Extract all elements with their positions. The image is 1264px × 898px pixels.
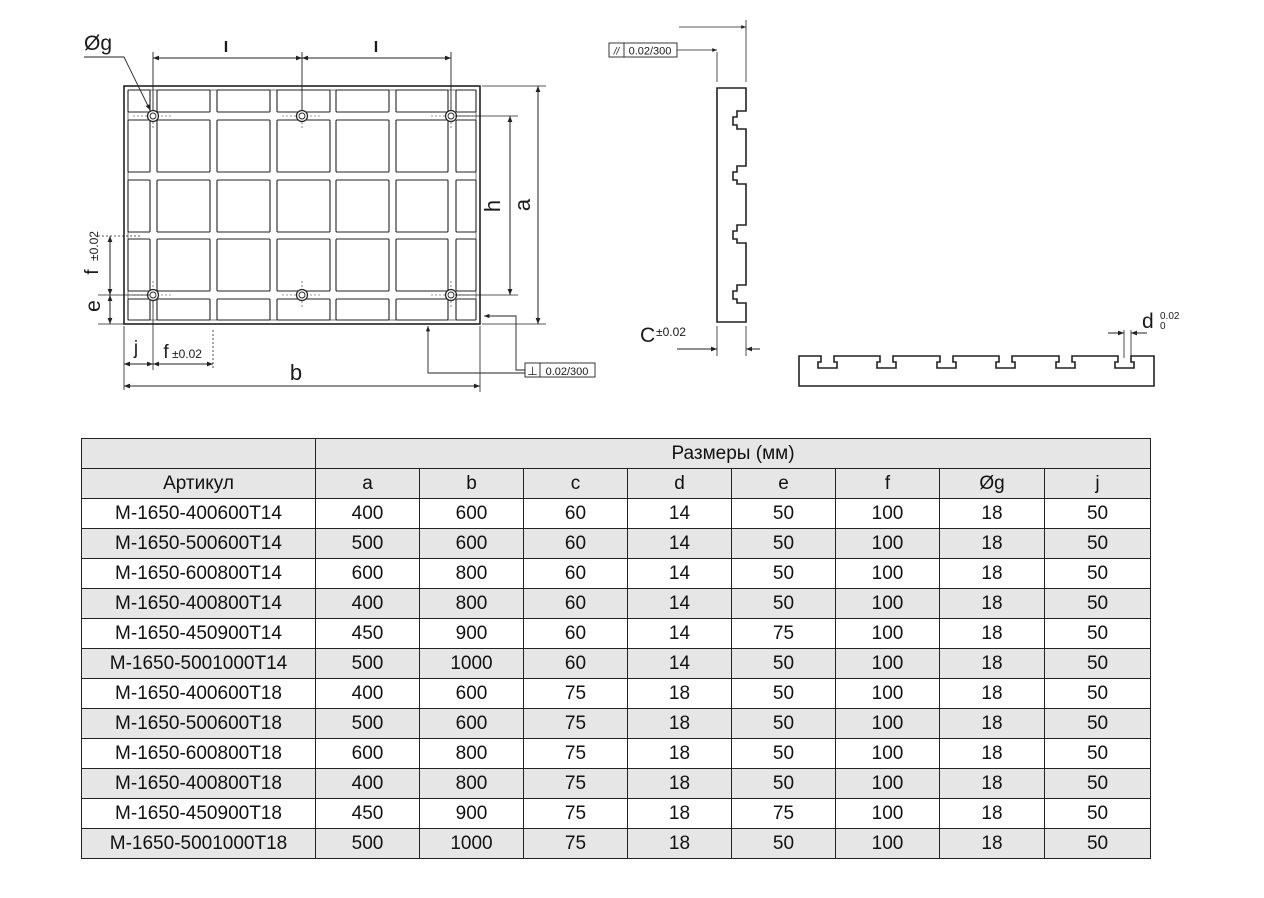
cell-c: 60 xyxy=(524,529,628,559)
cell-e: 50 xyxy=(732,679,836,709)
cell-c: 75 xyxy=(524,739,628,769)
pocket xyxy=(456,299,476,320)
cell-e: 50 xyxy=(732,499,836,529)
cell-d: 18 xyxy=(628,829,732,859)
cell-b: 600 xyxy=(420,499,524,529)
pocket xyxy=(456,120,476,172)
cell-f: 100 xyxy=(836,559,940,589)
cell-a: 450 xyxy=(316,799,420,829)
pocket xyxy=(336,120,389,172)
cell-j: 50 xyxy=(1045,829,1151,859)
parallel-tolerance: 0.02/300 xyxy=(628,45,672,58)
tol-d-upper: 0.02 xyxy=(1160,311,1180,322)
cell-b: 800 xyxy=(420,559,524,589)
cell-j: 50 xyxy=(1045,529,1151,559)
cell-a: 400 xyxy=(316,679,420,709)
bottom-plate-outline xyxy=(799,356,1154,386)
cell-e: 75 xyxy=(732,619,836,649)
cell-a: 500 xyxy=(316,829,420,859)
cell-a: 400 xyxy=(316,589,420,619)
cell-article: M-1650-600800T14 xyxy=(82,559,316,589)
cell-g: 18 xyxy=(940,649,1045,679)
label-j: j xyxy=(133,338,139,359)
cell-d: 14 xyxy=(628,529,732,559)
cell-d: 18 xyxy=(628,709,732,739)
cell-j: 50 xyxy=(1045,649,1151,679)
table-row xyxy=(82,799,1151,829)
technical-drawing xyxy=(0,0,1264,420)
cell-d: 14 xyxy=(628,619,732,649)
table-row xyxy=(82,709,1151,739)
pocket xyxy=(456,90,476,112)
cell-g: 18 xyxy=(940,529,1045,559)
front-view xyxy=(82,32,595,392)
pocket xyxy=(157,239,210,291)
parallel-symbol: // xyxy=(613,46,620,58)
table-row xyxy=(82,589,1151,619)
pocket xyxy=(456,180,476,232)
column-header-g: Øg xyxy=(940,469,1045,499)
cell-f: 100 xyxy=(836,829,940,859)
cell-article: M-1650-400600T14 xyxy=(82,499,316,529)
table-column-header-row xyxy=(82,469,1151,499)
perp-symbol: ⊥ xyxy=(527,364,538,378)
table-row xyxy=(82,739,1151,769)
cell-article: M-1650-500600T14 xyxy=(82,529,316,559)
column-header-j: j xyxy=(1045,469,1151,499)
pocket xyxy=(336,239,389,291)
cell-j: 50 xyxy=(1045,559,1151,589)
cell-article: M-1650-400800T18 xyxy=(82,769,316,799)
cell-e: 50 xyxy=(732,739,836,769)
cell-g: 18 xyxy=(940,709,1045,739)
cell-b: 600 xyxy=(420,679,524,709)
tol-c: ±0.02 xyxy=(656,325,686,339)
cell-g: 18 xyxy=(940,589,1045,619)
cell-d: 18 xyxy=(628,739,732,769)
pocket xyxy=(217,239,270,291)
cell-f: 100 xyxy=(836,769,940,799)
cell-j: 50 xyxy=(1045,499,1151,529)
column-header-e: e xyxy=(732,469,836,499)
cell-a: 500 xyxy=(316,649,420,679)
table-row xyxy=(82,679,1151,709)
cell-b: 800 xyxy=(420,769,524,799)
cell-a: 600 xyxy=(316,739,420,769)
pocket xyxy=(336,299,389,320)
cell-c: 75 xyxy=(524,709,628,739)
cell-article: M-1650-500600T18 xyxy=(82,709,316,739)
cell-a: 400 xyxy=(316,499,420,529)
cell-g: 18 xyxy=(940,559,1045,589)
cell-g: 18 xyxy=(940,499,1045,529)
cell-a: 500 xyxy=(316,709,420,739)
pocket xyxy=(128,90,150,112)
cell-j: 50 xyxy=(1045,619,1151,649)
cell-j: 50 xyxy=(1045,769,1151,799)
label-c: C xyxy=(640,324,656,347)
pocket xyxy=(157,299,210,320)
bottom-view xyxy=(799,310,1180,386)
cell-c: 75 xyxy=(524,799,628,829)
table-row xyxy=(82,769,1151,799)
cell-f: 100 xyxy=(836,529,940,559)
cell-j: 50 xyxy=(1045,799,1151,829)
pocket xyxy=(336,90,389,112)
label-h: h xyxy=(480,199,505,213)
table-row xyxy=(82,649,1151,679)
column-header-c: c xyxy=(524,469,628,499)
hole-leader-line xyxy=(84,57,150,110)
mounting-holes xyxy=(133,102,471,309)
label-d: d xyxy=(1142,310,1154,333)
cell-f: 100 xyxy=(836,709,940,739)
cell-a: 450 xyxy=(316,619,420,649)
cell-b: 800 xyxy=(420,739,524,769)
cell-e: 50 xyxy=(732,649,836,679)
pocket xyxy=(336,180,389,232)
column-header-article: Артикул xyxy=(82,469,316,499)
cell-b: 900 xyxy=(420,619,524,649)
cell-c: 60 xyxy=(524,499,628,529)
pocket xyxy=(128,239,150,291)
pocket xyxy=(277,90,330,112)
dimensions-table xyxy=(81,438,1151,859)
cell-article: M-1650-600800T18 xyxy=(82,739,316,769)
cell-a: 400 xyxy=(316,769,420,799)
pocket xyxy=(277,180,330,232)
pocket xyxy=(277,299,330,320)
cell-c: 75 xyxy=(524,829,628,859)
pocket xyxy=(217,180,270,232)
pocket xyxy=(396,90,448,112)
label-spacing-left: I xyxy=(223,39,229,56)
column-header-a: a xyxy=(316,469,420,499)
cell-f: 100 xyxy=(836,619,940,649)
cell-e: 75 xyxy=(732,799,836,829)
cell-article: M-1650-5001000T14 xyxy=(82,649,316,679)
label-spacing-right: I xyxy=(373,39,379,56)
cell-article: M-1650-400600T18 xyxy=(82,679,316,709)
pocket xyxy=(396,239,448,291)
pocket xyxy=(456,239,476,291)
cell-b: 600 xyxy=(420,529,524,559)
label-f-vertical: f xyxy=(82,269,103,275)
cell-b: 800 xyxy=(420,589,524,619)
cell-f: 100 xyxy=(836,679,940,709)
cell-d: 14 xyxy=(628,499,732,529)
mounting-hole xyxy=(282,281,322,309)
column-header-d: d xyxy=(628,469,732,499)
cell-article: M-1650-400800T14 xyxy=(82,589,316,619)
table-row xyxy=(82,829,1151,859)
cell-article: M-1650-5001000T18 xyxy=(82,829,316,859)
cell-e: 50 xyxy=(732,769,836,799)
cell-f: 100 xyxy=(836,799,940,829)
cell-e: 50 xyxy=(732,829,836,859)
cell-d: 14 xyxy=(628,589,732,619)
side-view xyxy=(609,20,760,356)
table-row xyxy=(82,529,1151,559)
cell-c: 60 xyxy=(524,559,628,589)
pocket xyxy=(157,90,210,112)
cell-b: 1000 xyxy=(420,829,524,859)
pocket xyxy=(157,180,210,232)
cell-j: 50 xyxy=(1045,739,1151,769)
label-e: e xyxy=(82,300,105,312)
pocket xyxy=(396,120,448,172)
pocket xyxy=(277,120,330,172)
tol-d-lower: 0 xyxy=(1160,321,1166,332)
cell-f: 100 xyxy=(836,739,940,769)
cell-j: 50 xyxy=(1045,709,1151,739)
pocket xyxy=(128,180,150,232)
pocket xyxy=(217,120,270,172)
cell-d: 18 xyxy=(628,679,732,709)
column-header-b: b xyxy=(420,469,524,499)
cell-b: 600 xyxy=(420,709,524,739)
pocket xyxy=(157,120,210,172)
cell-g: 18 xyxy=(940,679,1045,709)
cell-d: 18 xyxy=(628,769,732,799)
cell-article: M-1650-450900T18 xyxy=(82,799,316,829)
pocket xyxy=(396,299,448,320)
table-corner-cell xyxy=(82,439,316,469)
pocket xyxy=(277,239,330,291)
label-b: b xyxy=(289,360,303,385)
cell-g: 18 xyxy=(940,829,1045,859)
pocket xyxy=(217,90,270,112)
perp-tolerance: 0.02/300 xyxy=(545,366,589,378)
cell-d: 14 xyxy=(628,559,732,589)
column-header-f: f xyxy=(836,469,940,499)
tol-f-vertical: ±0.02 xyxy=(87,231,101,261)
side-plate-outline xyxy=(717,88,746,322)
perp-datum-leader xyxy=(428,326,525,373)
pocket xyxy=(217,299,270,320)
pocket xyxy=(396,180,448,232)
table-group-header-row xyxy=(82,439,1151,469)
cell-a: 500 xyxy=(316,529,420,559)
cell-d: 14 xyxy=(628,649,732,679)
cell-e: 50 xyxy=(732,589,836,619)
label-f-horizontal: f xyxy=(163,342,169,363)
cell-g: 18 xyxy=(940,619,1045,649)
cell-b: 1000 xyxy=(420,649,524,679)
table-row xyxy=(82,559,1151,589)
cell-e: 50 xyxy=(732,709,836,739)
cell-j: 50 xyxy=(1045,679,1151,709)
cell-f: 100 xyxy=(836,589,940,619)
pocket xyxy=(128,299,150,320)
label-a: a xyxy=(510,198,535,212)
cell-f: 100 xyxy=(836,649,940,679)
cell-g: 18 xyxy=(940,799,1045,829)
cell-e: 50 xyxy=(732,529,836,559)
cell-g: 18 xyxy=(940,769,1045,799)
cell-c: 60 xyxy=(524,649,628,679)
cell-c: 75 xyxy=(524,769,628,799)
cell-a: 600 xyxy=(316,559,420,589)
pocket xyxy=(128,120,150,172)
cell-e: 50 xyxy=(732,559,836,589)
table-group-header: Размеры (мм) xyxy=(316,439,1151,469)
cell-b: 900 xyxy=(420,799,524,829)
cell-j: 50 xyxy=(1045,589,1151,619)
table-row xyxy=(82,619,1151,649)
cell-article: M-1650-450900T14 xyxy=(82,619,316,649)
cell-g: 18 xyxy=(940,739,1045,769)
cell-c: 60 xyxy=(524,589,628,619)
table-body xyxy=(82,499,1151,859)
table-row xyxy=(82,499,1151,529)
cell-f: 100 xyxy=(836,499,940,529)
cell-c: 75 xyxy=(524,679,628,709)
cell-c: 60 xyxy=(524,619,628,649)
label-hole-diameter: Øg xyxy=(84,32,113,55)
cell-d: 18 xyxy=(628,799,732,829)
tol-f-horizontal: ±0.02 xyxy=(172,347,202,361)
